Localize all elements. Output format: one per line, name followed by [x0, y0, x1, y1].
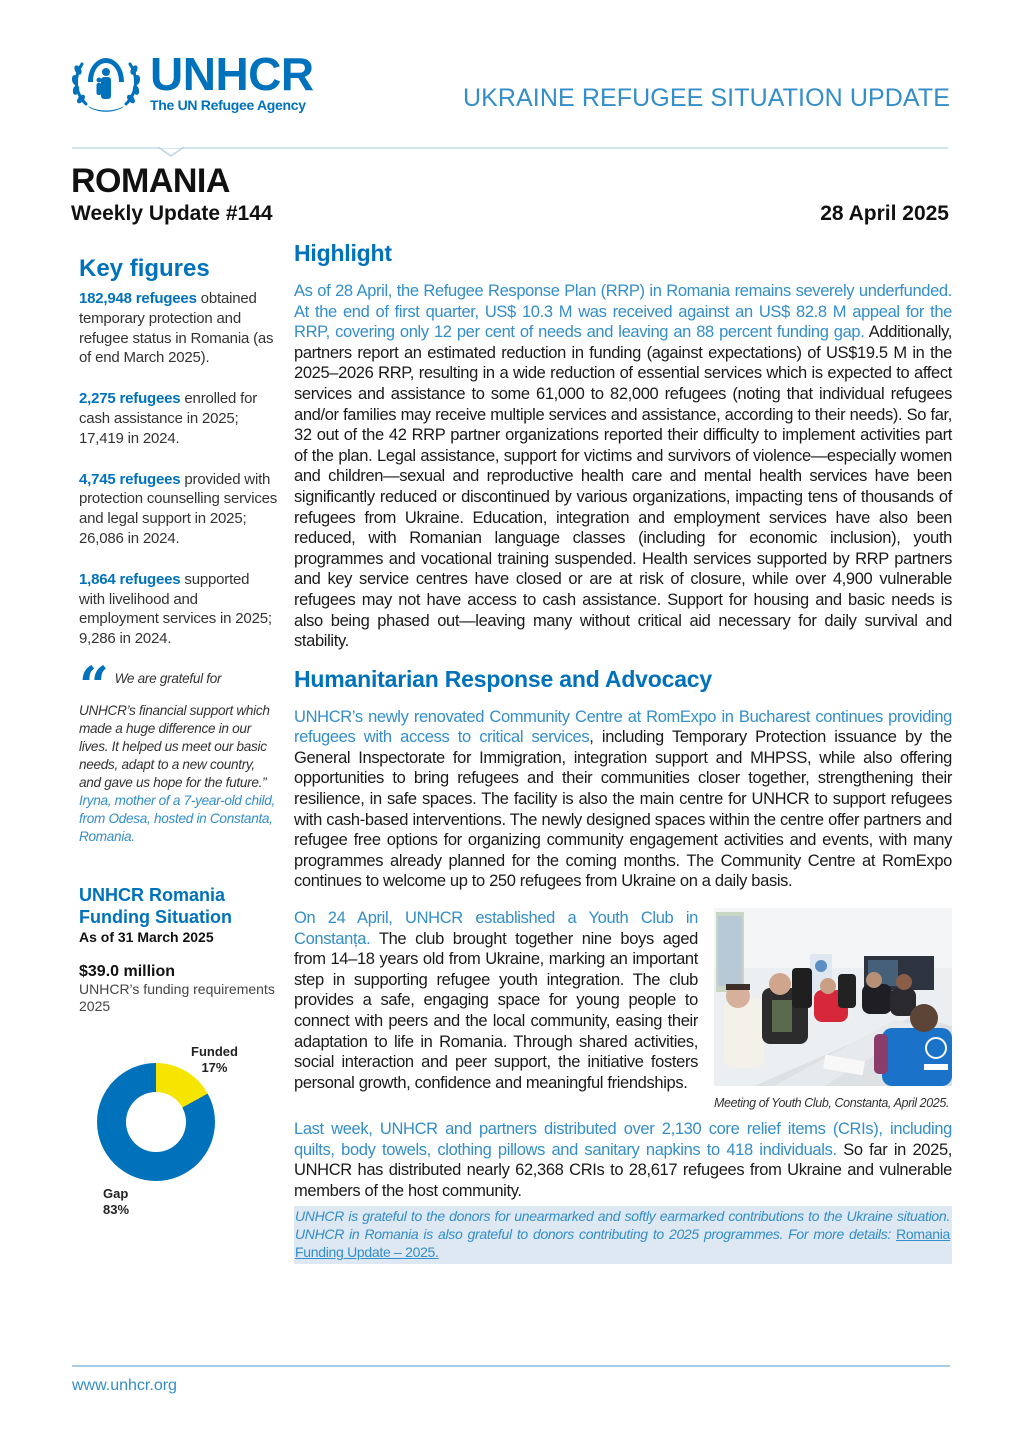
footer-divider — [72, 1365, 950, 1367]
header-divider — [72, 147, 948, 149]
logo-tagline: The UN Refugee Agency — [150, 97, 306, 113]
key-figure-value: 2,275 refugees — [79, 390, 181, 408]
sidebar — [79, 255, 279, 1217]
key-figure-value: 4,745 refugees — [79, 470, 181, 488]
youth-club-lead: On 24 April, UNHCR established a Youth Club in Constanța. — [294, 909, 698, 948]
funded-label-value: 17% — [201, 1059, 228, 1075]
highlight-paragraph — [294, 281, 952, 652]
key-figure-item — [79, 289, 279, 368]
gap-label-name: Gap — [103, 1185, 129, 1201]
quote-mark-icon: “ — [79, 655, 109, 717]
youth-club-section — [294, 908, 952, 1111]
funding-as-of-date: As of 31 March 2025 — [79, 928, 214, 945]
key-figure-item — [79, 570, 279, 649]
funding-description: UNHCR’s funding requirements 2025 — [79, 980, 275, 1014]
gap-label-value: 83% — [103, 1201, 130, 1217]
response-title: Humanitarian Response and Advocacy — [294, 665, 712, 692]
chevron-down-icon — [158, 146, 184, 158]
cri-paragraph — [294, 1119, 952, 1201]
key-figure-value: 1,864 refugees — [79, 570, 181, 588]
donor-acknowledgement — [294, 1206, 952, 1264]
donut-hole — [126, 1092, 186, 1152]
youth-club-photo — [714, 908, 952, 1086]
testimonial-quote — [79, 655, 279, 846]
footer-website-link[interactable]: www.unhcr.org — [72, 1377, 177, 1394]
youth-club-paragraph — [294, 908, 698, 1111]
funded-label — [191, 1044, 238, 1076]
key-figure-text: supported with livelihood and employment services in 2025; 9,286 in 2024. — [79, 570, 272, 648]
key-figure-text: provided with protection counselling services and legal support in 2025; 26,086 in 2024. — [79, 470, 278, 547]
youth-club-body: The club brought together nine boys aged from 14–18 years old from Ukraine, marking an important step in supporting refugee youth integration. The club provides a safe, engaging space for young people to connect with peers and the local community, easing their adaptation to life in Romania. Through shared activities, social interaction and peer support, the initiative fosters personal growth, confidence and meaningful friendships. — [294, 929, 698, 1092]
country-title: ROMANIA — [71, 162, 230, 200]
update-date: 28 April 2025 — [820, 202, 949, 225]
highlight-body: Additionally, partners report an estimated reduction in funding (against expectations) of US$19.5 M in the 2025–2026 RRP, resulting in a wide reduction of essential services which is expected to affect services and assistance to some 61,000 to 82,000 refugees (noting that individual refugees and/or families may receive multiple services and assistance, according to their needs). So far, 32 out of the 42 RRP partner organizations reported their difficulty to implement activities part of the plan. Legal assistance, support for victims and survivors of violence—especially women and children—sexual and reproductive health care and mental health services have been significantly reduced or discontinued by various organizations, impacting tens of thousands of refugees from Ukraine. Education, integration and employment services have also been reduced, with Romanian language classes (including for economic inclusion), youth programmes and vocational training suspended. Health services supported by RRP partners and key service centres have closed or are at risk of closure, while over 4,900 vulnerable refugees may not have access to cash assistance. Support for housing and basic needs is also being phased out—leaving many without critical aid necessary for daily survival and stability. — [294, 323, 953, 651]
donor-note-text: UNHCR is grateful to the donors for unearmarked and softly earmarked contributions to the Ukraine situation. UNHCR in Romania is also grateful to donors contributing to 2025 programmes. For more details: — [295, 1208, 950, 1243]
unhcr-logo — [70, 50, 340, 116]
cri-body: So far in 2025, UNHCR has distributed nearly 62,368 CRIs to 28,617 refugees from Ukraine and vulnerable members of the host community. — [294, 1140, 953, 1200]
quote-attribution: Iryna, mother of a 7-year-old child, from Odesa, hosted in Constanta, Romania. — [79, 792, 275, 844]
funded-label-name: Funded — [191, 1043, 238, 1059]
community-centre-body: , including Temporary Protection issuance by the General Inspectorate for Immigration, integration support and MHPSS, while also offering opportunities to bring refugees and their communities closer together, strengthening their resilience, in safe spaces. The facility is also the main centre for UNHCR to support refugees with cash-based interventions. The newly designed spaces within the centre offer partners and refugee free options for organizing community engagement activities and events, with many programmes already planned for the coming months. The Community Centre at RomExpo continues to welcome up to 250 refugees from Ukraine on a daily basis. — [294, 728, 952, 891]
highlight-lead: As of 28 April, the Refugee Response Plan (RRP) in Romania remains severely underfunded. At the end of first quarter, US$ 10.3 M was received against an US$ 82.8 M appeal for the RRP, covering only 12 per cent of needs and leaving an 88 percent funding gap. — [294, 282, 952, 342]
main-content — [294, 240, 952, 1264]
gap-label — [103, 1186, 129, 1218]
key-figure-text: obtained temporary protection and refugee status in Romania (as of end March 2025). — [79, 290, 274, 367]
key-figures-title: Key figures — [79, 255, 210, 282]
youth-club-figure — [714, 908, 952, 1111]
key-figure-text: enrolled for cash assistance in 2025; 17,419 in 2024. — [79, 390, 258, 447]
community-centre-lead: UNHCR’s newly renovated Community Centre at RomExpo in Bucharest continues providing refugees with access to critical services — [294, 707, 952, 747]
funding-update-link[interactable]: Romania Funding Update – 2025. — [295, 1226, 950, 1261]
funding-donut-chart — [79, 1023, 279, 1217]
funding-amount: $39.0 million — [79, 962, 176, 980]
cri-lead: Last week, UNHCR and partners distributed over 2,130 core relief items (CRIs), including quilts, body towels, clothing pillows and sanitary napkins to 418 individuals. — [294, 1120, 952, 1159]
unhcr-emblem-icon — [70, 52, 142, 114]
key-figure-value: 182,948 refugees — [79, 290, 197, 307]
community-centre-paragraph — [294, 707, 952, 892]
funding-title: UNHCR Romania Funding Situation — [79, 884, 232, 927]
quote-text: We are grateful for UNHCR’s financial support which made a huge difference in our lives. It helped us meet our basic needs, adapt to a new country, and gave us hope for the future.” — [79, 670, 270, 790]
document-type-title: UKRAINE REFUGEE SITUATION UPDATE — [462, 84, 950, 112]
photo-caption: Meeting of Youth Club, Constanta, April 2025. — [714, 1096, 949, 1111]
key-figure-item — [79, 470, 279, 549]
update-number: Weekly Update #144 — [71, 202, 273, 225]
logo-wordmark: UNHCR — [150, 48, 314, 100]
highlight-title: Highlight — [294, 240, 392, 266]
key-figure-item — [79, 389, 279, 448]
